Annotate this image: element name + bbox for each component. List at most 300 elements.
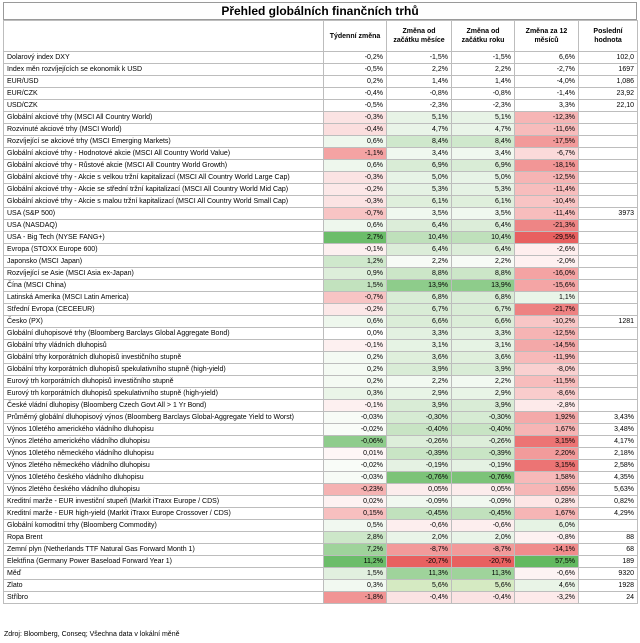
table-row bbox=[4, 256, 638, 268]
table-row bbox=[4, 76, 638, 88]
twelve-month-change-cell: -2,0% bbox=[515, 256, 579, 268]
weekly-change-cell: -0,5% bbox=[324, 64, 387, 76]
weekly-change-cell: -0,7% bbox=[324, 208, 387, 220]
last-value-cell bbox=[579, 220, 638, 232]
twelve-month-change-cell: -10,4% bbox=[515, 196, 579, 208]
row-label: Index měn rozvíjejících se ekonomik k USD bbox=[4, 64, 324, 76]
twelve-month-change-cell: -21,7% bbox=[515, 304, 579, 316]
weekly-change-cell: 0,6% bbox=[324, 316, 387, 328]
ytd-change-cell: 2,2% bbox=[452, 376, 515, 388]
weekly-change-cell: 0,2% bbox=[324, 352, 387, 364]
mtd-change-cell: -0,30% bbox=[387, 412, 452, 424]
mtd-change-cell: -8,7% bbox=[387, 544, 452, 556]
table-row bbox=[4, 184, 638, 196]
weekly-change-cell: 0,6% bbox=[324, 136, 387, 148]
last-value-cell bbox=[579, 160, 638, 172]
twelve-month-change-cell: 3,15% bbox=[515, 460, 579, 472]
twelve-month-change-cell: 1,67% bbox=[515, 508, 579, 520]
table-row bbox=[4, 148, 638, 160]
table-row bbox=[4, 376, 638, 388]
mtd-change-cell: 13,9% bbox=[387, 280, 452, 292]
last-value-cell: 88 bbox=[579, 532, 638, 544]
ytd-change-cell: 0,05% bbox=[452, 484, 515, 496]
row-label: Čína (MSCI China) bbox=[4, 280, 324, 292]
row-label: Globální trhy korporátních dluhopisů investičního stupně bbox=[4, 352, 324, 364]
row-label: Rozvinuté akciové trhy (MSCI World) bbox=[4, 124, 324, 136]
table-row bbox=[4, 208, 638, 220]
twelve-month-change-cell: 0,28% bbox=[515, 496, 579, 508]
ytd-change-cell: -0,09% bbox=[452, 496, 515, 508]
ytd-change-cell: 1,4% bbox=[452, 76, 515, 88]
row-label: Eurový trh korporátních dluhopisů spekulativního stupně (high-yield) bbox=[4, 388, 324, 400]
weekly-change-cell: 0,6% bbox=[324, 220, 387, 232]
last-value-cell: 4,35% bbox=[579, 472, 638, 484]
table-row bbox=[4, 88, 638, 100]
row-label: Eurový trh korporátních dluhopisů investičního stupně bbox=[4, 376, 324, 388]
row-label: Kreditní marže - EUR investiční stupeň (Markit iTraxx Europe / CDS) bbox=[4, 496, 324, 508]
table-row bbox=[4, 364, 638, 376]
last-value-cell bbox=[579, 184, 638, 196]
mtd-change-cell: -0,8% bbox=[387, 88, 452, 100]
ytd-change-cell: 6,1% bbox=[452, 196, 515, 208]
weekly-change-cell: 0,2% bbox=[324, 376, 387, 388]
table-row bbox=[4, 268, 638, 280]
row-label: Výnos 10letého amerického vládního dluhopisu bbox=[4, 424, 324, 436]
table-row bbox=[4, 388, 638, 400]
weekly-change-cell: -0,3% bbox=[324, 112, 387, 124]
weekly-change-cell: -0,2% bbox=[324, 304, 387, 316]
mtd-change-cell: -0,45% bbox=[387, 508, 452, 520]
last-value-cell: 68 bbox=[579, 544, 638, 556]
weekly-change-cell: -1,8% bbox=[324, 592, 387, 604]
weekly-change-cell: -1,1% bbox=[324, 148, 387, 160]
table-row bbox=[4, 100, 638, 112]
ytd-change-cell: 4,7% bbox=[452, 124, 515, 136]
last-value-cell bbox=[579, 112, 638, 124]
weekly-change-cell: -0,3% bbox=[324, 196, 387, 208]
ytd-change-cell: -0,30% bbox=[452, 412, 515, 424]
twelve-month-change-cell: -29,5% bbox=[515, 232, 579, 244]
weekly-change-cell: -0,4% bbox=[324, 124, 387, 136]
table-row bbox=[4, 340, 638, 352]
twelve-month-change-cell: -3,2% bbox=[515, 592, 579, 604]
mtd-change-cell: 0,05% bbox=[387, 484, 452, 496]
mtd-change-cell: 3,3% bbox=[387, 328, 452, 340]
row-label: USA - Big Tech (NYSE FANG+) bbox=[4, 232, 324, 244]
row-label: Měď bbox=[4, 568, 324, 580]
mtd-change-cell: 6,4% bbox=[387, 244, 452, 256]
mtd-change-cell: -0,19% bbox=[387, 460, 452, 472]
ytd-change-cell: 8,4% bbox=[452, 136, 515, 148]
last-value-cell bbox=[579, 232, 638, 244]
mtd-change-cell: 2,2% bbox=[387, 376, 452, 388]
last-value-cell bbox=[579, 124, 638, 136]
row-label: EUR/USD bbox=[4, 76, 324, 88]
mtd-change-cell: 5,6% bbox=[387, 580, 452, 592]
mtd-change-cell: -0,40% bbox=[387, 424, 452, 436]
last-value-cell: 4,17% bbox=[579, 436, 638, 448]
mtd-change-cell: 3,5% bbox=[387, 208, 452, 220]
table-row bbox=[4, 556, 638, 568]
row-label: Globální akciové trhy - Růstové akcie (MSCI All Country World Growth) bbox=[4, 160, 324, 172]
twelve-month-change-cell: -21,3% bbox=[515, 220, 579, 232]
ytd-change-cell: 11,3% bbox=[452, 568, 515, 580]
row-label: Průměrný globální dluhopisový výnos (Bloomberg Barclays Global-Aggregate Yield to Worst) bbox=[4, 412, 324, 424]
twelve-month-change-cell: 1,67% bbox=[515, 424, 579, 436]
ytd-change-cell: 5,6% bbox=[452, 580, 515, 592]
mtd-change-cell: 11,3% bbox=[387, 568, 452, 580]
table-row bbox=[4, 316, 638, 328]
weekly-change-cell: 0,2% bbox=[324, 364, 387, 376]
table-row bbox=[4, 532, 638, 544]
weekly-change-cell: -0,1% bbox=[324, 400, 387, 412]
ytd-change-cell: 3,4% bbox=[452, 148, 515, 160]
table-row bbox=[4, 568, 638, 580]
last-value-cell bbox=[579, 268, 638, 280]
last-value-cell bbox=[579, 304, 638, 316]
row-label: Globální trhy korporátních dluhopisů spekulativního stupně (high-yield) bbox=[4, 364, 324, 376]
table-row bbox=[4, 328, 638, 340]
weekly-change-cell: -0,7% bbox=[324, 292, 387, 304]
table-row bbox=[4, 436, 638, 448]
twelve-month-change-cell: -8,6% bbox=[515, 388, 579, 400]
twelve-month-change-cell: -11,4% bbox=[515, 184, 579, 196]
row-label: EUR/CZK bbox=[4, 88, 324, 100]
ytd-change-cell: 3,9% bbox=[452, 400, 515, 412]
table-row bbox=[4, 196, 638, 208]
last-value-cell bbox=[579, 136, 638, 148]
table-row bbox=[4, 232, 638, 244]
last-value-cell bbox=[579, 364, 638, 376]
last-value-cell: 1,086 bbox=[579, 76, 638, 88]
mtd-change-cell: 3,9% bbox=[387, 364, 452, 376]
ytd-change-cell: 6,4% bbox=[452, 244, 515, 256]
twelve-month-change-cell: -1,4% bbox=[515, 88, 579, 100]
row-label: Ropa Brent bbox=[4, 532, 324, 544]
last-value-cell bbox=[579, 172, 638, 184]
twelve-month-change-cell: 3,15% bbox=[515, 436, 579, 448]
ytd-change-cell: -0,40% bbox=[452, 424, 515, 436]
ytd-change-cell: 10,4% bbox=[452, 232, 515, 244]
weekly-change-cell: -0,1% bbox=[324, 244, 387, 256]
weekly-change-cell: 1,2% bbox=[324, 256, 387, 268]
header-row bbox=[4, 21, 638, 52]
last-value-cell bbox=[579, 292, 638, 304]
page-title: Přehled globálních finančních trhů bbox=[3, 2, 637, 20]
header-ytd: Změna od začátku roku bbox=[452, 21, 515, 52]
ytd-change-cell: -0,45% bbox=[452, 508, 515, 520]
weekly-change-cell: 0,2% bbox=[324, 76, 387, 88]
weekly-change-cell: -0,1% bbox=[324, 340, 387, 352]
mtd-change-cell: 5,3% bbox=[387, 184, 452, 196]
twelve-month-change-cell: -18,1% bbox=[515, 160, 579, 172]
last-value-cell: 3,43% bbox=[579, 412, 638, 424]
weekly-change-cell: 0,3% bbox=[324, 388, 387, 400]
table-row bbox=[4, 172, 638, 184]
mtd-change-cell: 3,6% bbox=[387, 352, 452, 364]
last-value-cell bbox=[579, 520, 638, 532]
mtd-change-cell: 3,9% bbox=[387, 400, 452, 412]
row-label: Globální dluhopisové trhy (Bloomberg Barclays Global Aggregate Bond) bbox=[4, 328, 324, 340]
row-label: Výnos 10letého českého vládního dluhopisu bbox=[4, 472, 324, 484]
twelve-month-change-cell: 1,92% bbox=[515, 412, 579, 424]
weekly-change-cell: -0,06% bbox=[324, 436, 387, 448]
ytd-change-cell: 2,2% bbox=[452, 64, 515, 76]
row-label: Globální akciové trhy (MSCI All Country World) bbox=[4, 112, 324, 124]
mtd-change-cell: 8,4% bbox=[387, 136, 452, 148]
last-value-cell: 0,82% bbox=[579, 496, 638, 508]
weekly-change-cell: -0,23% bbox=[324, 484, 387, 496]
ytd-change-cell: 6,8% bbox=[452, 292, 515, 304]
last-value-cell bbox=[579, 340, 638, 352]
weekly-change-cell: -0,02% bbox=[324, 424, 387, 436]
ytd-change-cell: 6,6% bbox=[452, 316, 515, 328]
ytd-change-cell: 3,3% bbox=[452, 328, 515, 340]
weekly-change-cell: 7,2% bbox=[324, 544, 387, 556]
row-label: Výnos 2letého amerického vládního dluhopisu bbox=[4, 436, 324, 448]
last-value-cell bbox=[579, 148, 638, 160]
twelve-month-change-cell: -16,0% bbox=[515, 268, 579, 280]
last-value-cell bbox=[579, 244, 638, 256]
row-label: Střední Evropa (CECEEUR) bbox=[4, 304, 324, 316]
header-weekly: Týdenní změna bbox=[324, 21, 387, 52]
ytd-change-cell: 6,4% bbox=[452, 220, 515, 232]
row-label: Globální akciové trhy - Akcie s velkou tržní kapitalizací (MSCI All Country World Large Cap) bbox=[4, 172, 324, 184]
weekly-change-cell: 0,0% bbox=[324, 328, 387, 340]
ytd-change-cell: -0,8% bbox=[452, 88, 515, 100]
weekly-change-cell: 11,2% bbox=[324, 556, 387, 568]
twelve-month-change-cell: 6,6% bbox=[515, 52, 579, 64]
weekly-change-cell: -0,3% bbox=[324, 172, 387, 184]
weekly-change-cell: 1,5% bbox=[324, 280, 387, 292]
ytd-change-cell: 2,9% bbox=[452, 388, 515, 400]
row-label: Elektřina (Germany Power Baseload Forward Year 1) bbox=[4, 556, 324, 568]
weekly-change-cell: 0,3% bbox=[324, 580, 387, 592]
twelve-month-change-cell: -11,5% bbox=[515, 376, 579, 388]
table-row bbox=[4, 244, 638, 256]
last-value-cell bbox=[579, 376, 638, 388]
mtd-change-cell: 6,1% bbox=[387, 196, 452, 208]
mtd-change-cell: 5,0% bbox=[387, 172, 452, 184]
ytd-change-cell: -0,6% bbox=[452, 520, 515, 532]
twelve-month-change-cell: -14,5% bbox=[515, 340, 579, 352]
twelve-month-change-cell: -12,5% bbox=[515, 172, 579, 184]
weekly-change-cell: -0,2% bbox=[324, 184, 387, 196]
row-label: Globální akciové trhy - Akcie se střední tržní kapitalizací (MSCI All Country World Mid Cap) bbox=[4, 184, 324, 196]
ytd-change-cell: 8,8% bbox=[452, 268, 515, 280]
mtd-change-cell: -20,7% bbox=[387, 556, 452, 568]
mtd-change-cell: -0,09% bbox=[387, 496, 452, 508]
table-row bbox=[4, 592, 638, 604]
ytd-change-cell: -0,19% bbox=[452, 460, 515, 472]
last-value-cell: 1697 bbox=[579, 64, 638, 76]
twelve-month-change-cell: 2,20% bbox=[515, 448, 579, 460]
twelve-month-change-cell: 4,6% bbox=[515, 580, 579, 592]
mtd-change-cell: 2,0% bbox=[387, 532, 452, 544]
weekly-change-cell: 0,6% bbox=[324, 160, 387, 172]
row-label: Globální akciové trhy - Hodnotové akcie (MSCI All Country World Value) bbox=[4, 148, 324, 160]
last-value-cell bbox=[579, 328, 638, 340]
table-row bbox=[4, 352, 638, 364]
row-label: USD/CZK bbox=[4, 100, 324, 112]
row-label: Evropa (STOXX Europe 600) bbox=[4, 244, 324, 256]
mtd-change-cell: 5,1% bbox=[387, 112, 452, 124]
table-row bbox=[4, 472, 638, 484]
twelve-month-change-cell: 1,65% bbox=[515, 484, 579, 496]
mtd-change-cell: 4,7% bbox=[387, 124, 452, 136]
mtd-change-cell: 2,9% bbox=[387, 388, 452, 400]
table-row bbox=[4, 280, 638, 292]
mtd-change-cell: -1,5% bbox=[387, 52, 452, 64]
weekly-change-cell: 0,02% bbox=[324, 496, 387, 508]
mtd-change-cell: -0,26% bbox=[387, 436, 452, 448]
table-row bbox=[4, 460, 638, 472]
twelve-month-change-cell: -8,0% bbox=[515, 364, 579, 376]
source-note: Zdroj: Bloomberg, Conseq; Všechna data v lokální měně bbox=[4, 631, 180, 638]
ytd-change-cell: -0,76% bbox=[452, 472, 515, 484]
header-instrument bbox=[4, 21, 324, 52]
markets-table bbox=[3, 20, 638, 604]
ytd-change-cell: -20,7% bbox=[452, 556, 515, 568]
row-label: Globální komoditní trhy (Bloomberg Commodity) bbox=[4, 520, 324, 532]
twelve-month-change-cell: 1,1% bbox=[515, 292, 579, 304]
mtd-change-cell: 6,8% bbox=[387, 292, 452, 304]
weekly-change-cell: 2,7% bbox=[324, 232, 387, 244]
last-value-cell: 5,63% bbox=[579, 484, 638, 496]
twelve-month-change-cell: -11,4% bbox=[515, 208, 579, 220]
table-row bbox=[4, 508, 638, 520]
table-row bbox=[4, 424, 638, 436]
row-label: Výnos 2letého českého vládního dluhopisu bbox=[4, 484, 324, 496]
row-label: Rozvíjející se Asie (MSCI Asia ex-Japan) bbox=[4, 268, 324, 280]
last-value-cell: 1281 bbox=[579, 316, 638, 328]
mtd-change-cell: -0,76% bbox=[387, 472, 452, 484]
header-12m: Změna za 12 měsíců bbox=[515, 21, 579, 52]
twelve-month-change-cell: -0,6% bbox=[515, 568, 579, 580]
ytd-change-cell: -1,5% bbox=[452, 52, 515, 64]
ytd-change-cell: 3,9% bbox=[452, 364, 515, 376]
row-label: Výnos 2letého německého vládního dluhopisu bbox=[4, 460, 324, 472]
weekly-change-cell: 0,5% bbox=[324, 520, 387, 532]
mtd-change-cell: 2,2% bbox=[387, 256, 452, 268]
mtd-change-cell: -0,4% bbox=[387, 592, 452, 604]
row-label: Výnos 10letého německého vládního dluhopisu bbox=[4, 448, 324, 460]
last-value-cell: 3973 bbox=[579, 208, 638, 220]
row-label: Kreditní marže - EUR high-yield (Markit iTraxx Europe Crossover / CDS) bbox=[4, 508, 324, 520]
table-row bbox=[4, 304, 638, 316]
twelve-month-change-cell: -2,6% bbox=[515, 244, 579, 256]
last-value-cell: 189 bbox=[579, 556, 638, 568]
weekly-change-cell: 0,15% bbox=[324, 508, 387, 520]
ytd-change-cell: -2,3% bbox=[452, 100, 515, 112]
last-value-cell: 2,18% bbox=[579, 448, 638, 460]
ytd-change-cell: 6,9% bbox=[452, 160, 515, 172]
table-row bbox=[4, 520, 638, 532]
last-value-cell: 22,10 bbox=[579, 100, 638, 112]
last-value-cell: 24 bbox=[579, 592, 638, 604]
mtd-change-cell: 6,7% bbox=[387, 304, 452, 316]
ytd-change-cell: 5,3% bbox=[452, 184, 515, 196]
mtd-change-cell: 8,8% bbox=[387, 268, 452, 280]
twelve-month-change-cell: -6,7% bbox=[515, 148, 579, 160]
twelve-month-change-cell: 6,0% bbox=[515, 520, 579, 532]
weekly-change-cell: 2,8% bbox=[324, 532, 387, 544]
mtd-change-cell: -2,3% bbox=[387, 100, 452, 112]
row-label: USA (NASDAQ) bbox=[4, 220, 324, 232]
table-row bbox=[4, 160, 638, 172]
weekly-change-cell: -0,03% bbox=[324, 412, 387, 424]
table-row bbox=[4, 412, 638, 424]
twelve-month-change-cell: -17,5% bbox=[515, 136, 579, 148]
twelve-month-change-cell: 57,5% bbox=[515, 556, 579, 568]
table-row bbox=[4, 112, 638, 124]
table-row bbox=[4, 52, 638, 64]
twelve-month-change-cell: 3,3% bbox=[515, 100, 579, 112]
row-label: Stříbro bbox=[4, 592, 324, 604]
twelve-month-change-cell: -11,9% bbox=[515, 352, 579, 364]
row-label: Japonsko (MSCI Japan) bbox=[4, 256, 324, 268]
weekly-change-cell: 1,5% bbox=[324, 568, 387, 580]
table-row bbox=[4, 64, 638, 76]
mtd-change-cell: 6,9% bbox=[387, 160, 452, 172]
weekly-change-cell: -0,2% bbox=[324, 52, 387, 64]
weekly-change-cell: -0,4% bbox=[324, 88, 387, 100]
table-row bbox=[4, 544, 638, 556]
header-last-value: Poslední hodnota bbox=[579, 21, 638, 52]
last-value-cell bbox=[579, 352, 638, 364]
last-value-cell: 9320 bbox=[579, 568, 638, 580]
mtd-change-cell: 1,4% bbox=[387, 76, 452, 88]
table-row bbox=[4, 220, 638, 232]
ytd-change-cell: -0,26% bbox=[452, 436, 515, 448]
row-label: Zemní plyn (Netherlands TTF Natural Gas Forward Month 1) bbox=[4, 544, 324, 556]
last-value-cell bbox=[579, 196, 638, 208]
twelve-month-change-cell: -11,6% bbox=[515, 124, 579, 136]
row-label: USA (S&P 500) bbox=[4, 208, 324, 220]
row-label: Globální akciové trhy - Akcie s malou tržní kapitalizací (MSCI All Country World Small Cap) bbox=[4, 196, 324, 208]
table-row bbox=[4, 136, 638, 148]
ytd-change-cell: 6,7% bbox=[452, 304, 515, 316]
weekly-change-cell: -0,03% bbox=[324, 472, 387, 484]
row-label: Zlato bbox=[4, 580, 324, 592]
weekly-change-cell: 0,01% bbox=[324, 448, 387, 460]
mtd-change-cell: -0,39% bbox=[387, 448, 452, 460]
last-value-cell: 4,29% bbox=[579, 508, 638, 520]
mtd-change-cell: 3,1% bbox=[387, 340, 452, 352]
table-row bbox=[4, 400, 638, 412]
ytd-change-cell: -8,7% bbox=[452, 544, 515, 556]
ytd-change-cell: 5,1% bbox=[452, 112, 515, 124]
weekly-change-cell: 0,9% bbox=[324, 268, 387, 280]
twelve-month-change-cell: 1,58% bbox=[515, 472, 579, 484]
table-body bbox=[4, 52, 638, 604]
mtd-change-cell: 2,2% bbox=[387, 64, 452, 76]
table-row bbox=[4, 292, 638, 304]
mtd-change-cell: 6,6% bbox=[387, 316, 452, 328]
mtd-change-cell: 10,4% bbox=[387, 232, 452, 244]
ytd-change-cell: 5,0% bbox=[452, 172, 515, 184]
row-label: Dolarový index DXY bbox=[4, 52, 324, 64]
row-label: České vládní dluhopisy (Bloomberg Czech Govt All > 1 Yr Bond) bbox=[4, 400, 324, 412]
last-value-cell: 1928 bbox=[579, 580, 638, 592]
ytd-change-cell: 13,9% bbox=[452, 280, 515, 292]
ytd-change-cell: 3,1% bbox=[452, 340, 515, 352]
last-value-cell: 23,92 bbox=[579, 88, 638, 100]
last-value-cell: 102,0 bbox=[579, 52, 638, 64]
twelve-month-change-cell: -10,2% bbox=[515, 316, 579, 328]
ytd-change-cell: -0,4% bbox=[452, 592, 515, 604]
last-value-cell: 2,58% bbox=[579, 460, 638, 472]
